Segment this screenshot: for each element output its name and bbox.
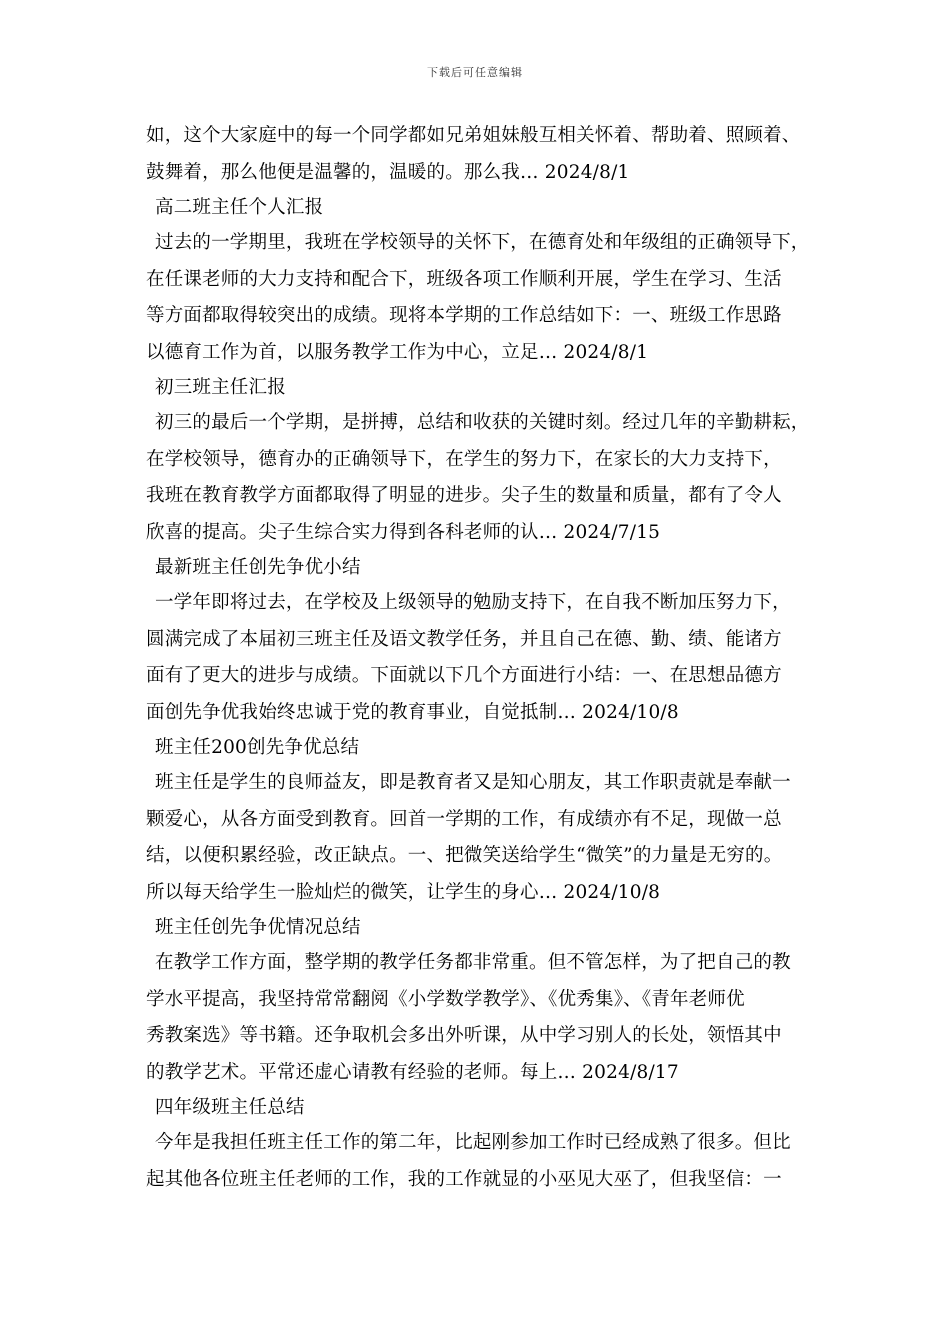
- section-title[interactable]: 四年级班主任总结: [155, 1097, 305, 1118]
- paragraph-line: 过去的一学期里，我班在学校领导的关怀下，在德育处和年级组的正确领导下，: [155, 232, 810, 253]
- paragraph-line: 欣喜的提高。尖子生综合实力得到各科老师的认… 2024/7/15: [146, 521, 661, 543]
- section: [146, 731, 836, 911]
- paragraph-line: 以德育工作为首，以服务教学工作为中心，立足… 2024/8/1: [146, 341, 649, 363]
- section: [146, 911, 836, 1091]
- paragraph-line: 颗爱心，从各方面受到教育。回首一学期的工作，有成绩亦有不足，现做一总: [146, 808, 782, 830]
- header-note: 下载后可任意编辑: [427, 66, 523, 79]
- section-title[interactable]: 班主任200创先争优总结: [155, 737, 360, 758]
- paragraph-line: 学水平提高，我坚持常常翻阅《小学数学教学》、《优秀集》、《青年老师优: [146, 988, 745, 1010]
- paragraph-line: 在学校领导，德育办的正确领导下，在学生的努力下，在家长的大力支持下，: [146, 448, 782, 470]
- paragraph-line: 所以每天给学生一脸灿烂的微笑，让学生的身心… 2024/10/8: [146, 881, 661, 903]
- paragraph-line: 鼓舞着，那么他便是温馨的，温暖的。那么我… 2024/8/1: [146, 161, 630, 183]
- section-title[interactable]: 初三班主任汇报: [155, 377, 286, 398]
- section: [146, 551, 836, 731]
- paragraph-line: 在任课老师的大力支持和配合下，班级各项工作顺利开展，学生在学习、生活: [146, 268, 782, 290]
- paragraph-line: 面创先争优我始终忠诚于党的教育事业，自觉抵制… 2024/10/8: [146, 701, 679, 723]
- document-body: [146, 118, 836, 1198]
- intro-paragraph: [146, 118, 836, 191]
- paragraph-line: 一学年即将过去，在学校及上级领导的勉励支持下，在自我不断加压努力下，: [155, 592, 791, 613]
- paragraph-line: 的教学艺术。平常还虚心请教有经验的老师。每上… 2024/8/17: [146, 1061, 679, 1083]
- paragraph-line: 秀教案选》等书籍。还争取机会多出外听课，从中学习别人的长处，领悟其中: [146, 1025, 782, 1046]
- section: [146, 1091, 836, 1198]
- paragraph-line: 圆满完成了本届初三班主任及语文教学任务，并且自己在德、勤、绩、能诸方: [146, 628, 782, 650]
- section: [146, 371, 836, 551]
- section: [146, 191, 836, 371]
- paragraph-line: 如，这个大家庭中的每一个同学都如兄弟姐妹般互相关怀着、帮助着、照顾着、: [146, 125, 801, 146]
- paragraph-line: 起其他各位班主任老师的工作，我的工作就显的小巫见大巫了，但我坚信：一: [146, 1168, 782, 1190]
- section-title[interactable]: 班主任创先争优情况总结: [155, 917, 361, 938]
- paragraph-line: 在教学工作方面，整学期的教学任务都非常重。但不管怎样，为了把自己的教: [155, 952, 791, 973]
- paragraph-line: 初三的最后一个学期，是拼搏，总结和收获的关键时刻。经过几年的辛勤耕耘，: [155, 412, 810, 433]
- paragraph-line: 班主任是学生的良师益友，即是教育者又是知心朋友，其工作职责就是奉献一: [155, 772, 791, 793]
- section-title[interactable]: 高二班主任个人汇报: [155, 197, 324, 218]
- section-title[interactable]: 最新班主任创先争优小结: [155, 557, 361, 578]
- paragraph-line: 等方面都取得较突出的成绩。现将本学期的工作总结如下：一、班级工作思路: [146, 305, 782, 326]
- paragraph-line: 结，以便积累经验，改正缺点。一、把微笑送给学生“微笑”的力量是无穷的。: [146, 845, 783, 866]
- paragraph-line: 我班在教育教学方面都取得了明显的进步。尖子生的数量和质量，都有了令人: [146, 485, 782, 506]
- paragraph-line: 面有了更大的进步与成绩。下面就以下几个方面进行小结：一、在思想品德方: [146, 665, 782, 686]
- paragraph-line: 今年是我担任班主任工作的第二年，比起刚参加工作时已经成熟了很多。但比: [155, 1132, 791, 1153]
